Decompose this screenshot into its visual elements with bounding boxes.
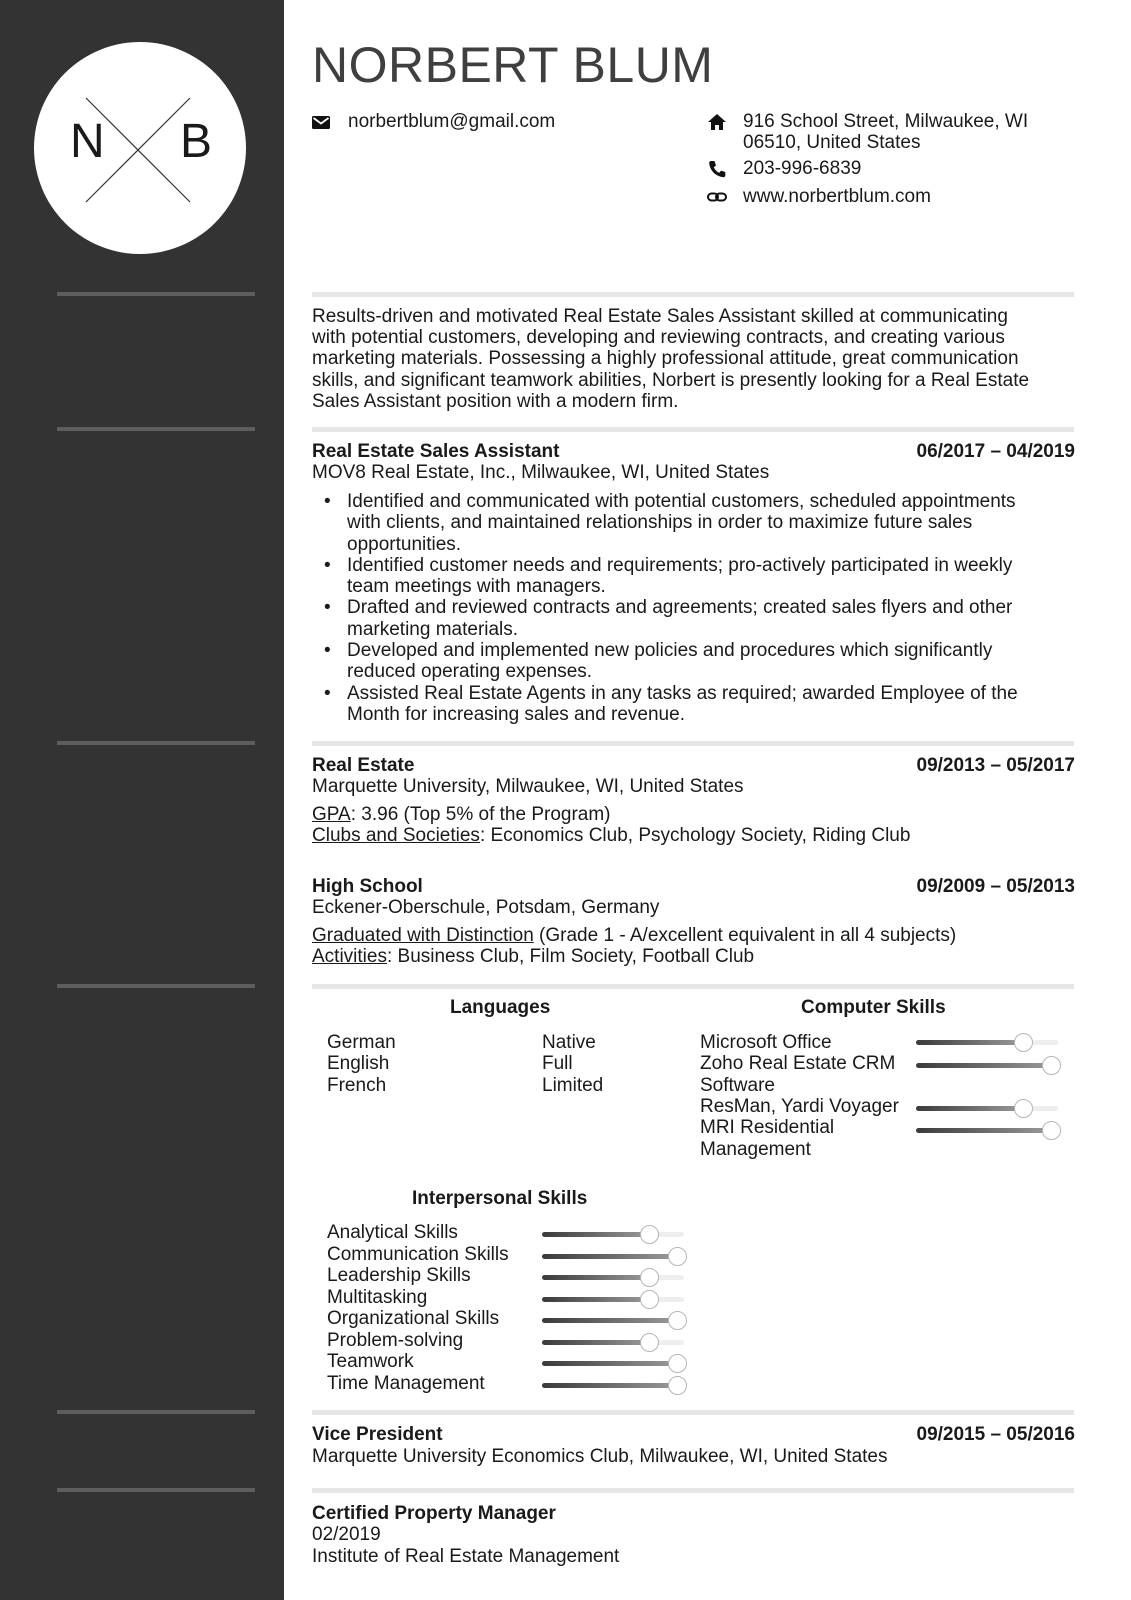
skill-bar-knob <box>668 1311 687 1330</box>
phone-icon <box>706 158 728 180</box>
skill-bar-fill <box>542 1254 677 1259</box>
skill-bar-knob <box>640 1268 659 1287</box>
interpersonal-skill-bar <box>542 1375 684 1396</box>
certificate-date: 02/2019 <box>312 1524 381 1545</box>
volunteering-rule <box>312 1410 1074 1415</box>
skill-bar-fill <box>916 1128 1051 1133</box>
job-bullet: • Assisted Real Estate Agents in any tasks as required; awarded Employee of the Month for increasing sales and revenue. <box>324 683 1084 726</box>
skill-bar-knob <box>668 1247 687 1266</box>
skill-bar-knob <box>1014 1099 1033 1118</box>
sidebar-rule-skills <box>57 984 255 988</box>
home-icon <box>706 111 728 133</box>
education-rule <box>312 741 1074 746</box>
computer-skill-name: Zoho Real Estate CRM <box>700 1053 896 1074</box>
certificate-issuer: Institute of Real Estate Management <box>312 1546 620 1567</box>
interpersonal-skill-bar <box>542 1310 684 1331</box>
interpersonal-skill-name: Multitasking <box>327 1287 428 1308</box>
computer-skill-name: MRI Residential <box>700 1117 835 1138</box>
interpersonal-skills-heading: Interpersonal Skills <box>412 1188 588 1209</box>
education-degree: High School <box>312 876 423 897</box>
skill-bar-knob <box>668 1376 687 1395</box>
computer-skill-bar <box>916 1032 1058 1053</box>
sidebar-rule-work <box>57 427 255 431</box>
profile-rule <box>312 292 1074 297</box>
certificates-rule <box>312 1488 1074 1493</box>
computer-skills-heading: Computer Skills <box>801 997 946 1018</box>
volunteer-dates: 09/2015 – 05/2016 <box>916 1424 1075 1445</box>
candidate-name: NORBERT BLUM <box>312 37 714 93</box>
skill-bar-fill <box>542 1232 649 1237</box>
skill-bar-knob <box>1042 1121 1061 1140</box>
computer-skill-bar <box>916 1120 1058 1141</box>
skill-bar-fill <box>542 1383 677 1388</box>
sidebar-rule-profile <box>57 292 255 296</box>
education-dates: 09/2013 – 05/2017 <box>916 755 1075 776</box>
sidebar-rule-education <box>57 741 255 745</box>
computer-skill-name-continued: Software <box>700 1075 775 1096</box>
job-title: Real Estate Sales Assistant <box>312 441 560 462</box>
monogram-last-initial: B <box>180 115 213 168</box>
skill-bar-fill <box>542 1340 649 1345</box>
education-school: Eckener-Oberschule, Potsdam, Germany <box>312 897 660 918</box>
address-line-1: 916 School Street, Milwaukee, WI <box>743 111 1029 132</box>
interpersonal-skill-bar <box>542 1224 684 1245</box>
language-name: English <box>327 1053 390 1074</box>
sidebar-rule-volunteering <box>57 1410 255 1414</box>
interpersonal-skill-name: Time Management <box>327 1373 485 1394</box>
skill-bar-fill <box>916 1040 1023 1045</box>
language-level: Full <box>542 1053 573 1074</box>
skill-bar-knob <box>640 1225 659 1244</box>
email-text[interactable]: norbertblum@gmail.com <box>348 111 556 132</box>
computer-skill-name-continued: Management <box>700 1139 811 1160</box>
language-name: French <box>327 1075 387 1096</box>
education-school: Marquette University, Milwaukee, WI, United States <box>312 776 744 797</box>
skill-bar-knob <box>640 1333 659 1352</box>
interpersonal-skill-bar <box>542 1332 684 1353</box>
education-dates: 09/2009 – 05/2013 <box>916 876 1075 897</box>
skills-rule <box>312 984 1074 989</box>
profile-line: with potential customers, developing and reviewing contracts, and creating various <box>312 327 1005 348</box>
profile-line: marketing materials. Possessing a highly professional attitude, great communication <box>312 348 1019 369</box>
computer-skill-name: Microsoft Office <box>700 1032 832 1053</box>
job-bullet-list <box>324 491 1084 725</box>
skill-bar-fill <box>542 1361 677 1366</box>
work-rule <box>312 427 1074 432</box>
skill-bar-fill <box>542 1318 677 1323</box>
job-bullet: • Identified and communicated with potential customers, scheduled appointments with clients, and maintained relationships in order to maximize future sales opportunities. <box>324 491 1084 555</box>
job-dates: 06/2017 – 04/2019 <box>916 441 1075 462</box>
monogram-first-initial: N <box>70 115 105 168</box>
sidebar <box>0 0 284 1600</box>
skill-bar-knob <box>640 1290 659 1309</box>
skill-bar-fill <box>916 1063 1051 1068</box>
skill-bar-fill <box>542 1275 649 1280</box>
profile-line: skills, and significant teamwork abilities, Norbert is presently looking for a Real Estate <box>312 370 1030 391</box>
monogram-cross-lines <box>34 42 246 254</box>
job-company: MOV8 Real Estate, Inc., Milwaukee, WI, United States <box>312 462 770 483</box>
job-bullet: • Identified customer needs and requirements; pro-actively participated in weekly team meetings with managers. <box>324 555 1084 598</box>
interpersonal-skill-bar <box>542 1267 684 1288</box>
computer-skill-bar <box>916 1055 1058 1076</box>
phone-text: 203-996-6839 <box>743 158 862 179</box>
education-detail: Graduated with Distinction (Grade 1 - A/excellent equivalent in all 4 subjects) <box>312 925 957 946</box>
email-icon <box>310 111 332 133</box>
skill-bar-fill <box>916 1106 1023 1111</box>
volunteer-title: Vice President <box>312 1424 443 1445</box>
interpersonal-skill-name: Leadership Skills <box>327 1265 471 1286</box>
address-line-2: 06510, United States <box>743 132 921 153</box>
job-bullet: • Developed and implemented new policies and procedures which significantly reduced operating expenses. <box>324 640 1084 683</box>
monogram-logo <box>34 42 246 254</box>
profile-line: Sales Assistant position with a modern firm. <box>312 391 679 412</box>
education-detail: Activities: Business Club, Film Society, Football Club <box>312 946 755 967</box>
computer-skill-bar <box>916 1098 1058 1119</box>
interpersonal-skill-name: Organizational Skills <box>327 1308 500 1329</box>
education-detail: GPA: 3.96 (Top 5% of the Program) <box>312 804 611 825</box>
interpersonal-skill-name: Communication Skills <box>327 1244 509 1265</box>
interpersonal-skill-bar <box>542 1353 684 1374</box>
education-detail: Clubs and Societies: Economics Club, Psychology Society, Riding Club <box>312 825 911 846</box>
language-level: Limited <box>542 1075 604 1096</box>
interpersonal-skill-name: Problem-solving <box>327 1330 464 1351</box>
skill-bar-knob <box>1014 1033 1033 1052</box>
language-name: German <box>327 1032 396 1053</box>
profile-line: Results-driven and motivated Real Estate Sales Assistant skilled at communicating <box>312 306 1008 327</box>
job-bullet: • Drafted and reviewed contracts and agreements; created sales flyers and other marketing materials. <box>324 597 1084 640</box>
interpersonal-skill-name: Analytical Skills <box>327 1222 458 1243</box>
sidebar-rule-certificates <box>57 1488 255 1492</box>
link-icon <box>706 186 728 208</box>
interpersonal-skill-bar <box>542 1246 684 1267</box>
interpersonal-skill-name: Teamwork <box>327 1351 414 1372</box>
interpersonal-skill-bar <box>542 1289 684 1310</box>
languages-heading: Languages <box>450 997 551 1018</box>
education-degree: Real Estate <box>312 755 415 776</box>
skill-bar-fill <box>542 1297 649 1302</box>
computer-skill-name: ResMan, Yardi Voyager <box>700 1096 899 1117</box>
skill-bar-knob <box>668 1354 687 1373</box>
volunteer-organization: Marquette University Economics Club, Milwaukee, WI, United States <box>312 1446 888 1467</box>
certificate-title: Certified Property Manager <box>312 1503 556 1524</box>
language-level: Native <box>542 1032 596 1053</box>
skill-bar-knob <box>1042 1056 1061 1075</box>
website-link[interactable]: www.norbertblum.com <box>743 186 931 207</box>
